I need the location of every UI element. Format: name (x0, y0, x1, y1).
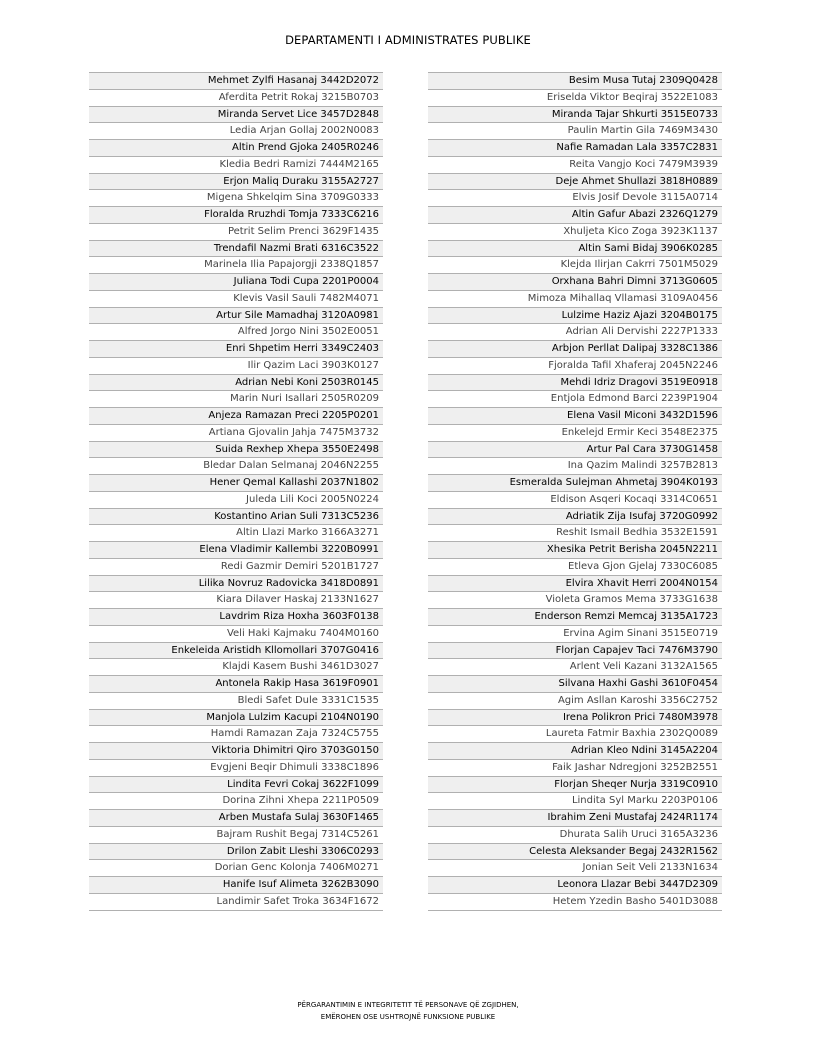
list-item: Hetem Yzedin Basho 5401D3088 (428, 894, 722, 911)
list-item: Reshit Ismail Bedhia 3532E1591 (428, 525, 722, 542)
list-item: Silvana Haxhi Gashi 3610F0454 (428, 676, 722, 693)
list-item: Marin Nuri Isallari 2505R0209 (89, 391, 383, 408)
list-item: Marinela Ilia Papajorgji 2338Q1857 (89, 257, 383, 274)
footer-line-2: EMËROHEN OSE USHTROJNË FUNKSIONE PUBLIKE (320, 1013, 496, 1021)
list-item: Klajdi Kasem Bushi 3461D3027 (89, 659, 383, 676)
list-item: Florjan Sheqer Nurja 3319C0910 (428, 777, 722, 794)
right-name-list (428, 72, 722, 911)
list-item: Lilika Novruz Radovicka 3418D0891 (89, 576, 383, 593)
list-item: Enkelejd Ermir Keci 3548E2375 (428, 425, 722, 442)
list-item: Hener Qemal Kallashi 2037N1802 (89, 475, 383, 492)
list-item: Redi Gazmir Demiri 5201B1727 (89, 559, 383, 576)
list-item: Eriselda Viktor Beqiraj 3522E1083 (428, 90, 722, 107)
list-item: Enderson Remzi Memcaj 3135A1723 (428, 609, 722, 626)
list-item: Lindita Fevri Cokaj 3622F1099 (89, 777, 383, 794)
list-item: Florjan Capajev Taci 7476M3790 (428, 643, 722, 660)
list-item: Esmeralda Sulejman Ahmetaj 3904K0193 (428, 475, 722, 492)
list-item: Artur Pal Cara 3730G1458 (428, 442, 722, 459)
list-item: Trendafil Nazmi Brati 6316C3522 (89, 241, 383, 258)
list-item: Landimir Safet Troka 3634F1672 (89, 894, 383, 911)
list-item: Laureta Fatmir Baxhia 2302Q0089 (428, 726, 722, 743)
list-item: Ilir Qazim Laci 3903K0127 (89, 358, 383, 375)
list-item: Juliana Todi Cupa 2201P0004 (89, 274, 383, 291)
list-item: Deje Ahmet Shullazi 3818H0889 (428, 174, 722, 191)
list-item: Mimoza Mihallaq Vllamasi 3109A0456 (428, 291, 722, 308)
list-item: Irena Polikron Prici 7480M3978 (428, 710, 722, 727)
list-item: Mehdi Idriz Dragovi 3519E0918 (428, 375, 722, 392)
list-item: Dorina Zihni Xhepa 2211P0509 (89, 793, 383, 810)
list-item: Faik Jashar Ndregjoni 3252B2551 (428, 760, 722, 777)
list-item: Agim Asllan Karoshi 3356C2752 (428, 693, 722, 710)
list-item: Klejda Ilirjan Cakrri 7501M5029 (428, 257, 722, 274)
list-item: Drilon Zabit Lleshi 3306C0293 (89, 844, 383, 861)
list-item: Bajram Rushit Begaj 7314C5261 (89, 827, 383, 844)
list-item: Ledia Arjan Gollaj 2002N0083 (89, 123, 383, 140)
list-item: Leonora Llazar Bebi 3447D2309 (428, 877, 722, 894)
list-item: Arlent Veli Kazani 3132A1565 (428, 659, 722, 676)
page-title: DEPARTAMENTI I ADMINISTRATES PUBLIKE (285, 33, 531, 47)
list-item: Alfred Jorgo Nini 3502E0051 (89, 324, 383, 341)
footer-line-1: PËRGARANTIMIN E INTEGRITETIT TË PERSONAVE QË ZGJIDHEN, (297, 1001, 519, 1009)
list-item: Altin Sami Bidaj 3906K0285 (428, 241, 722, 258)
list-item: Petrit Selim Prenci 3629F1435 (89, 224, 383, 241)
list-item: Arbjon Perllat Dalipaj 3328C1386 (428, 341, 722, 358)
list-item: Kledia Bedri Ramizi 7444M2165 (89, 157, 383, 174)
list-item: Elvis Josif Devole 3115A0714 (428, 190, 722, 207)
list-item: Reita Vangjo Koci 7479M3939 (428, 157, 722, 174)
list-item: Jonian Seit Veli 2133N1634 (428, 860, 722, 877)
list-item: Elena Vasil Miconi 3432D1596 (428, 408, 722, 425)
list-item: Adrian Nebi Koni 2503R0145 (89, 375, 383, 392)
list-item: Orxhana Bahri Dimni 3713G0605 (428, 274, 722, 291)
list-item: Dhurata Salih Uruci 3165A3236 (428, 827, 722, 844)
list-item: Hamdi Ramazan Zaja 7324C5755 (89, 726, 383, 743)
list-item: Altin Prend Gjoka 2405R0246 (89, 140, 383, 157)
list-item: Miranda Tajar Shkurti 3515E0733 (428, 107, 722, 124)
list-item: Ibrahim Zeni Mustafaj 2424R1174 (428, 810, 722, 827)
list-item: Evgjeni Beqir Dhimuli 3338C1896 (89, 760, 383, 777)
list-item: Ina Qazim Malindi 3257B2813 (428, 458, 722, 475)
list-item: Paulin Martin Gila 7469M3430 (428, 123, 722, 140)
list-item: Miranda Servet Lice 3457D2848 (89, 107, 383, 124)
list-item: Hanife Isuf Alimeta 3262B3090 (89, 877, 383, 894)
list-item: Mehmet Zylfi Hasanaj 3442D2072 (89, 73, 383, 90)
list-item: Besim Musa Tutaj 2309Q0428 (428, 73, 722, 90)
page-footer (0, 999, 816, 1023)
list-item: Anjeza Ramazan Preci 2205P0201 (89, 408, 383, 425)
list-item: Bledi Safet Dule 3331C1535 (89, 693, 383, 710)
list-item: Lavdrim Riza Hoxha 3603F0138 (89, 609, 383, 626)
list-item: Adrian Ali Dervishi 2227P1333 (428, 324, 722, 341)
list-item: Migena Shkelqim Sina 3709G0333 (89, 190, 383, 207)
list-item: Fjoralda Tafil Xhaferaj 2045N2246 (428, 358, 722, 375)
list-item: Ervina Agim Sinani 3515E0719 (428, 626, 722, 643)
list-item: Enri Shpetim Herri 3349C2403 (89, 341, 383, 358)
list-item: Aferdita Petrit Rokaj 3215B0703 (89, 90, 383, 107)
list-item: Kiara Dilaver Haskaj 2133N1627 (89, 592, 383, 609)
left-name-list (89, 72, 383, 911)
list-item: Violeta Gramos Mema 3733G1638 (428, 592, 722, 609)
list-item: Entjola Edmond Barci 2239P1904 (428, 391, 722, 408)
list-item: Xhuljeta Kico Zoga 3923K1137 (428, 224, 722, 241)
list-item: Enkeleida Aristidh Kllomollari 3707G0416 (89, 643, 383, 660)
list-item: Erjon Maliq Duraku 3155A2727 (89, 174, 383, 191)
list-item: Eldison Asqeri Kocaqi 3314C0651 (428, 492, 722, 509)
list-item: Juleda Lili Koci 2005N0224 (89, 492, 383, 509)
list-item: Altin Gafur Abazi 2326Q1279 (428, 207, 722, 224)
list-item: Viktoria Dhimitri Qiro 3703G0150 (89, 743, 383, 760)
list-item: Dorian Genc Kolonja 7406M0271 (89, 860, 383, 877)
list-item: Altin Llazi Marko 3166A3271 (89, 525, 383, 542)
list-item: Elvira Xhavit Herri 2004N0154 (428, 576, 722, 593)
list-item: Manjola Lulzim Kacupi 2104N0190 (89, 710, 383, 727)
list-item: Floralda Rruzhdi Tomja 7333C6216 (89, 207, 383, 224)
list-item: Bledar Dalan Selmanaj 2046N2255 (89, 458, 383, 475)
list-item: Artur Sile Mamadhaj 3120A0981 (89, 308, 383, 325)
list-item: Etleva Gjon Gjelaj 7330C6085 (428, 559, 722, 576)
list-item: Lindita Syl Marku 2203P0106 (428, 793, 722, 810)
list-item: Xhesika Petrit Berisha 2045N2211 (428, 542, 722, 559)
list-item: Veli Haki Kajmaku 7404M0160 (89, 626, 383, 643)
list-item: Artiana Gjovalin Jahja 7475M3732 (89, 425, 383, 442)
list-item: Nafie Ramadan Lala 3357C2831 (428, 140, 722, 157)
list-item: Celesta Aleksander Begaj 2432R1562 (428, 844, 722, 861)
list-item: Lulzime Haziz Ajazi 3204B0175 (428, 308, 722, 325)
list-item: Suida Rexhep Xhepa 3550E2498 (89, 442, 383, 459)
list-item: Adrian Kleo Ndini 3145A2204 (428, 743, 722, 760)
list-item: Kostantino Arian Suli 7313C5236 (89, 509, 383, 526)
list-item: Antonela Rakip Hasa 3619F0901 (89, 676, 383, 693)
list-item: Klevis Vasil Sauli 7482M4071 (89, 291, 383, 308)
list-item: Arben Mustafa Sulaj 3630F1465 (89, 810, 383, 827)
list-item: Elena Vladimir Kallembi 3220B0991 (89, 542, 383, 559)
list-item: Adriatik Zija Isufaj 3720G0992 (428, 509, 722, 526)
